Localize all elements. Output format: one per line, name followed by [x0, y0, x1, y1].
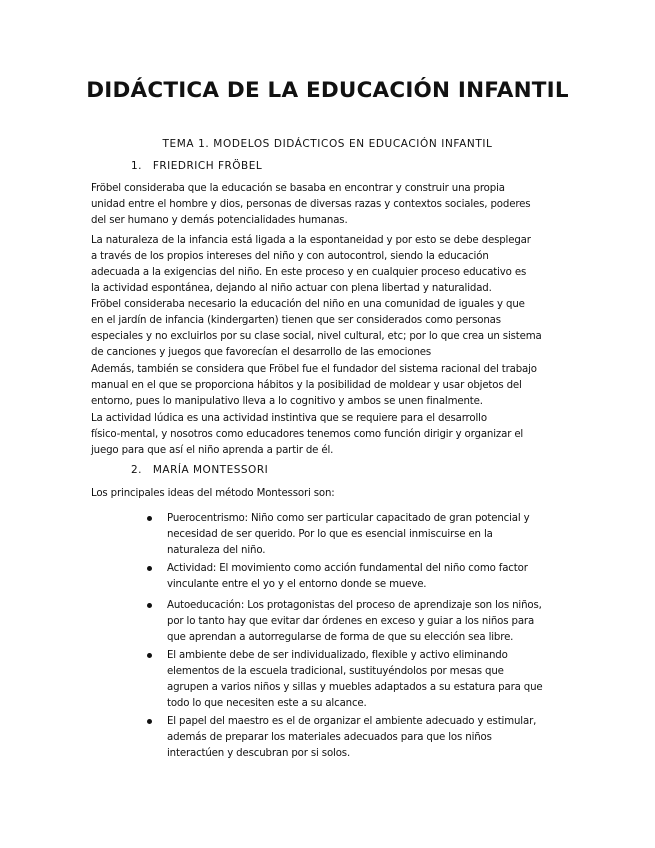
- paragraph: [91, 181, 567, 229]
- paragraph-line: Los principales ideas del método Montessori son:: [91, 488, 335, 499]
- paragraph-line: a través de los propios intereses del niño y con autocontrol, siendo la educación: [91, 251, 489, 262]
- list-item-line: naturaleza del niño.: [167, 545, 266, 556]
- list-item-line: agrupen a varios niños y sillas y muebles adaptados a su estatura para que: [167, 682, 543, 693]
- section-number: 2.: [131, 464, 143, 476]
- bullet-icon: [147, 653, 152, 658]
- paragraph: [91, 362, 567, 410]
- list-item-line: interactúen y descubran por si solos.: [167, 748, 351, 759]
- paragraph: [91, 411, 567, 459]
- section-number: 1.: [131, 160, 143, 172]
- bullet-icon: [147, 566, 152, 571]
- paragraph-line: La naturaleza de la infancia está ligada a la espontaneidad y por esto se debe desplegar: [91, 235, 531, 246]
- section-title: MARÍA MONTESSORI: [152, 464, 269, 476]
- list-item-line: Puerocentrismo: Niño como ser particular capacitado de gran potencial y: [167, 513, 530, 524]
- list-item-line: vinculante entre el yo y el entorno donde se mueve.: [167, 579, 427, 590]
- bullet-icon: [147, 516, 152, 521]
- list-item-line: necesidad de ser querido. Por lo que es esencial inmiscuirse en la: [167, 529, 493, 540]
- list-item-line: elementos de la escuela tradicional, sustituyéndolos por mesas que: [167, 666, 504, 677]
- section-heading: [131, 160, 262, 172]
- paragraph: [91, 486, 567, 502]
- document-subtitle: TEMA 1. MODELOS DIDÁCTICOS EN EDUCACIÓN INFANTIL: [162, 138, 493, 150]
- list-item-line: por lo tanto hay que evitar dar órdenes en exceso y guiar a los niños para: [167, 616, 535, 627]
- list-item-line: Actividad: El movimiento como acción fundamental del niño como factor: [167, 563, 528, 574]
- paragraph-line: entorno, pues lo manipulativo lleva a lo cognitivo y ambos se unen finalmente.: [91, 396, 483, 407]
- list-item-line: además de preparar los materiales adecuados para que los niños: [167, 732, 492, 743]
- paragraph-line: en el jardín de infancia (kindergarten) tienen que ser considerados como personas: [91, 315, 501, 326]
- list-item-line: El ambiente debe de ser individualizado, flexible y activo eliminando: [167, 650, 508, 661]
- list-item-line: Autoeducación: Los protagonistas del proceso de aprendizaje son los niños,: [167, 600, 542, 611]
- paragraph: [91, 233, 567, 297]
- paragraph-line: juego para que así el niño aprenda a partir de él.: [91, 445, 334, 456]
- bullet-icon: [147, 603, 152, 608]
- paragraph-line: manual en el que se proporciona hábitos y la posibilidad de moldear y usar objetos del: [91, 380, 522, 391]
- paragraph-line: Fröbel consideraba necesario la educación del niño en una comunidad de iguales y que: [91, 299, 525, 310]
- document-title: DIDÁCTICA DE LA EDUCACIÓN INFANTIL: [86, 78, 569, 103]
- paragraph: [91, 297, 567, 361]
- section-heading: [131, 464, 268, 476]
- paragraph-line: unidad entre el hombre y dios, personas de diversas razas y contextos sociales, poderes: [91, 199, 531, 210]
- paragraph-line: del ser humano y demás potencialidades humanas.: [91, 215, 348, 226]
- paragraph-line: físico-mental, y nosotros como educadores tenemos como función dirigir y organizar el: [91, 429, 524, 440]
- bullet-icon: [147, 719, 152, 724]
- section-title: FRIEDRICH FRÖBEL: [152, 160, 263, 172]
- paragraph-line: La actividad lúdica es una actividad instintiva que se requiere para el desarrollo: [91, 413, 487, 424]
- paragraph-line: de canciones y juegos que favorecían el desarrollo de las emociones: [91, 347, 432, 358]
- paragraph-line: Además, también se considera que Fröbel fue el fundador del sistema racional del trabajo: [91, 364, 537, 375]
- paragraph-line: la actividad espontánea, dejando al niño actuar con plena libertad y naturalidad.: [91, 283, 492, 294]
- paragraph-line: Fröbel consideraba que la educación se basaba en encontrar y construir una propia: [91, 183, 505, 194]
- list-item-line: que aprendan a autorregularse de forma de que su elección sea libre.: [167, 632, 514, 643]
- list-item-line: todo lo que necesiten este a su alcance.: [167, 698, 367, 709]
- paragraph-line: adecuada a la exigencias del niño. En este proceso y en cualquier proceso educativo es: [91, 267, 527, 278]
- list-item-line: El papel del maestro es el de organizar el ambiente adecuado y estimular,: [167, 716, 537, 727]
- paragraph-line: especiales y no excluirlos por su clase social, nivel cultural, etc; por lo que crea un sistema: [91, 331, 542, 342]
